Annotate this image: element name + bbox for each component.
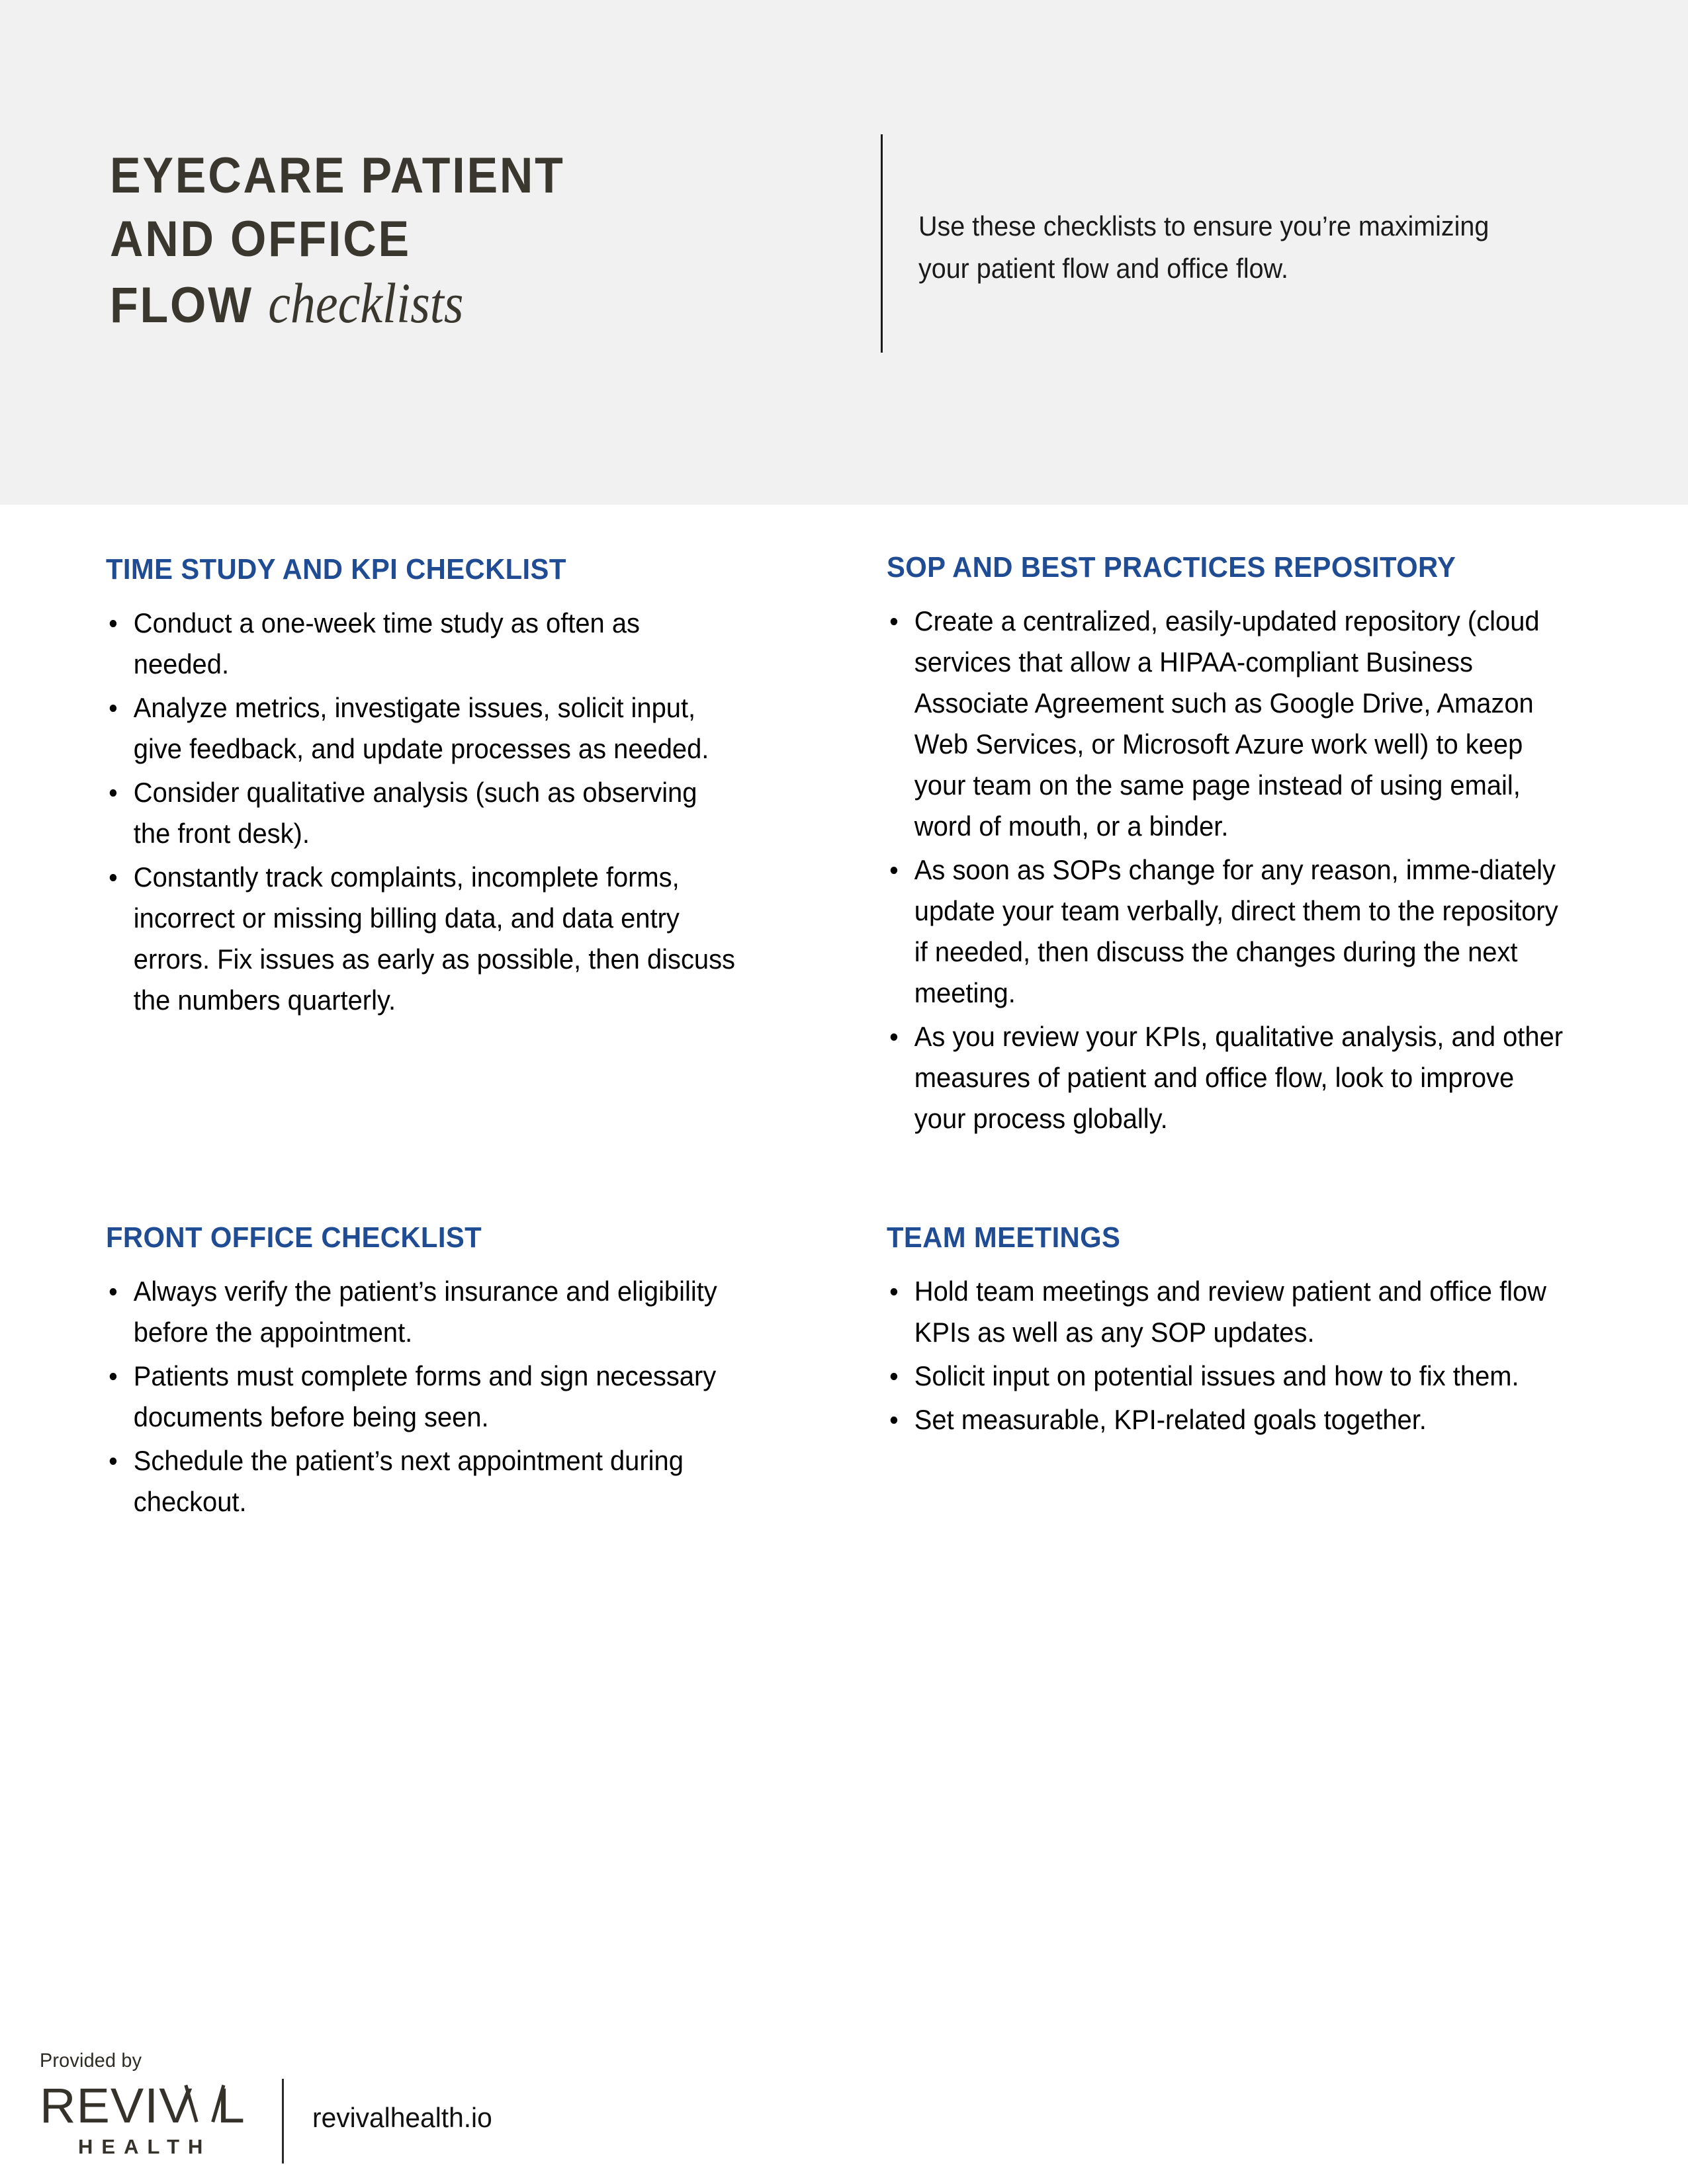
list-item-text: Set measurable, KPI-related goals together. [914,1404,1427,1435]
header-band [0,0,1688,505]
list-item-text: Hold team meetings and review patient and office flow KPIs as well as any SOP updates. [914,1276,1546,1348]
footer-website-url[interactable]: revivalhealth.io [312,2102,492,2133]
revival-health-logo [40,2078,245,2158]
list-item-text: Analyze metrics, investigate issues, solicit input, give feedback, and update processes as needed. [133,692,709,764]
revival-wordmark-part1: REVIV [40,2078,193,2133]
list-item [887,1399,1566,1440]
revival-logo-subtitle: HEALTH [78,2135,212,2158]
checklist-time-study-and-kpi-checklist [106,603,774,1021]
revival-wordmark [40,2078,245,2133]
list-item-text: Solicit input on potential issues and how to fix them. [914,1360,1519,1391]
list-item-text: Schedule the patient’s next appointment during checkout. [133,1445,684,1517]
provided-by-label: Provided by [40,2050,142,2072]
header-vertical-divider [881,134,883,353]
section-sop-and-best-practices-repository [887,550,1601,1142]
section-heading-sop-and-best-practices-repository: SOP AND BEST PRACTICES REPOSITORY [887,551,1456,584]
list-item [106,603,741,685]
list-item-text: Create a centralized, easily-updated repository (cloud services that allow a HIPAA-compliant Business Associate Agreement such as Google Drive, Amazon Web Services, or Microsoft Azure work well) to keep your team on the same page instead of using email, word of mouth, or a binder. [914,605,1540,842]
list-item [887,1356,1566,1397]
page-title [110,144,851,337]
list-item-text: Patients must complete forms and sign necessary documents before being seen. [133,1360,717,1432]
header-subtitle: Use these checklists to ensure you’re maximizing your patient flow and office flow. [918,210,1489,284]
footer-vertical-divider [282,2079,284,2163]
list-item [106,1356,741,1438]
page-title-line-2: AND OFFICE [110,211,411,267]
bullet-icon [110,1458,116,1465]
list-item-text: Conduct a one-week time study as often as needed. [133,607,640,679]
bullet-icon [891,618,897,625]
list-item [106,1440,741,1522]
bullet-icon [891,867,897,874]
bullet-icon [110,1373,116,1380]
checklist-team-meetings [887,1271,1601,1440]
page-title-line-3-text: FLOW [110,277,269,333]
bullet-icon [110,1288,116,1295]
page-title-line-1: EYECARE PATIENT [110,148,565,204]
list-item [106,687,741,769]
bullet-icon [110,620,116,627]
bullet-icon [110,789,116,797]
list-item [887,1271,1566,1353]
bullet-icon [891,1288,897,1295]
list-item-text: As soon as SOPs change for any reason, imme-diately update your team verbally, direct them to the repository if needed, then discuss the changes during the next meeting. [914,854,1558,1008]
page-title-line-3 [110,271,791,337]
list-item-text: As you review your KPIs, qualitative analysis, and other measures of patient and office flow, look to improve your process globally. [914,1021,1564,1134]
section-front-office-checklist [106,1221,774,1525]
bullet-icon [891,1373,897,1380]
revival-wordmark-part2: L [216,2078,245,2133]
revival-wordmark-a-glyph [193,2086,217,2123]
bullet-icon [891,1033,897,1041]
bullet-icon [891,1417,897,1424]
footer [40,2050,966,2169]
list-item [106,857,741,1021]
list-item [887,601,1566,847]
bullet-icon [110,705,116,712]
list-item-text: Constantly track complaints, incomplete forms, incorrect or missing billing data, and data entry errors. Fix issues as early as possible, then discuss the numbers quarterly. [133,861,735,1016]
list-item [887,1016,1566,1139]
checklist-front-office-checklist [106,1271,774,1522]
page-title-script-word: checklists [268,271,464,335]
section-heading-time-study-and-kpi-checklist: TIME STUDY AND KPI CHECKLIST [106,553,566,586]
section-team-meetings [887,1221,1601,1443]
bullet-icon [110,874,116,881]
checklist-sop-and-best-practices-repository [887,601,1601,1139]
section-heading-team-meetings: TEAM MEETINGS [887,1221,1121,1254]
footer-logo-row [40,2080,966,2165]
list-item [106,772,741,854]
list-item [106,1271,741,1353]
list-item [887,850,1566,1014]
list-item-text: Consider qualitative analysis (such as observing the front desk). [133,777,697,849]
list-item-text: Always verify the patient’s insurance and eligibility before the appointment. [133,1276,717,1348]
section-time-study-and-kpi-checklist [106,552,774,1024]
section-heading-front-office-checklist: FRONT OFFICE CHECKLIST [106,1221,482,1254]
